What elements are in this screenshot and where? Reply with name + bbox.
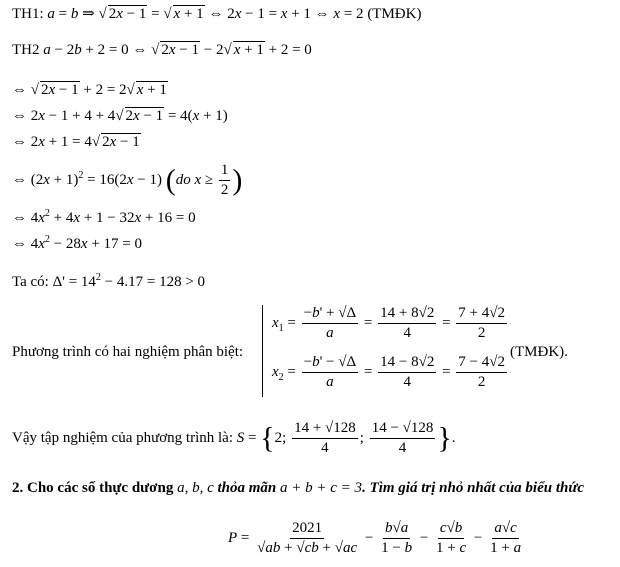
line-problem2: 2. Cho các số thực dương a, b, c thỏa mãn a + b + c = 3. Tìm giá trị nhỏ nhất của biểu thức (12, 480, 585, 496)
roots-tmdk: (TMĐK). (510, 344, 568, 360)
line-eq1: ⇔ √ 2x − 1 + 2 = 2√ x + 1 (12, 82, 167, 98)
line-eq6: ⇔ $4x^2 - 28x + 17 = 0$ (12, 234, 142, 252)
line-two-roots-label: Phương trình có hai nghiệm phân biệt: (12, 344, 244, 360)
line-eq3: ⇔ 2x + 1 = 4√ 2x − 1 (12, 134, 140, 150)
root-x2: $x_2$ = $\frac{-b' - √\Delta}{a}$ = $\frac{14 - 8√2}{4}$ = $\frac{7 - 4√2}{2}$ (272, 354, 505, 390)
line-eq2: ⇔ 2x − 1 + 4 + 4√ 2x − 1 = 4(x + 1) (12, 108, 228, 124)
line-solution-set: Vậy tập nghiệm của phương trình là: S = {2; $\frac{14 + √128}{4}$ ; $\frac{14 - √128}{4}$ }. (12, 420, 456, 456)
line-P-expression: P = $\frac{2021}{√ab + √cb + √ac}$ − $\frac{b√a}{1 - b}$ − $\frac{c√b}{1 + c}$ − $\frac{a√c}{1 + a}$ (228, 520, 522, 556)
root-x1: $x_1$ = $\frac{-b' + √\Delta}{a}$ = $\frac{14 + 8√2}{4}$ = $\frac{7 + 4√2}{2}$ (272, 305, 505, 341)
line-eq5: ⇔ $4x^2 + 4x + 1 - 32x + 16 = 0$ (12, 208, 196, 226)
roots-bracket (262, 305, 271, 397)
line-th1: TH1: a = b ⇒ √ 2x − 1 = √ x + 1 ⇔ 2x − 1 = x + 1 ⇔ x = 2 (TMĐK) (12, 6, 422, 22)
line-th2: TH2 a − 2b + 2 = 0 ⇔ √ 2x − 1 − 2√ x + 1 + 2 = 0 (12, 42, 312, 58)
line-delta: Ta có: $\Delta' = 14^2 - 4.17 = 128 > 0$ (12, 272, 206, 290)
line-eq4: ⇔ $(2x + 1)^2 = 16(2x - 1)$ (do x ≥ $\frac{1}{2}$ ) (12, 162, 243, 198)
